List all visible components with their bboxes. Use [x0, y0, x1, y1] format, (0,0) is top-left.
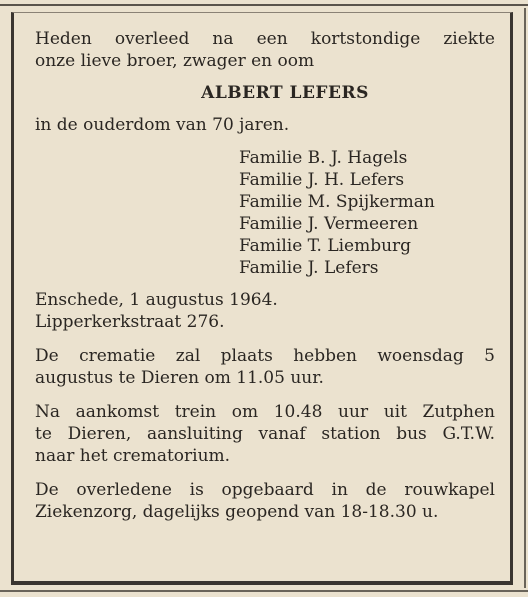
place-and-date	[35, 289, 495, 333]
bottom-rule	[0, 590, 528, 592]
place-date-line: Enschede, 1 augustus 1964.	[35, 290, 278, 310]
family-entry: Familie J. Vermeeren	[239, 214, 419, 234]
intro-line-1: Heden overleed na een kortstondige ziekte	[35, 29, 495, 49]
family-list	[239, 147, 495, 279]
family-entry: Familie T. Liemburg	[239, 236, 412, 256]
viewing-line-1: De overledene is opgebaard in de rouwkapel	[35, 480, 495, 500]
family-entry: Familie B. J. Hagels	[239, 148, 408, 168]
death-notice	[35, 28, 495, 523]
transport-text	[35, 401, 495, 467]
viewing-text	[35, 479, 495, 523]
deceased-name: ALBERT LEFERS	[201, 83, 369, 103]
intro-line-2: onze lieve broer, zwager en oom	[35, 51, 315, 71]
transport-line-2: te Dieren, aansluiting vanaf station bus G.T.W.	[35, 424, 495, 444]
cremation-line-1: De crematie zal plaats hebben woensdag 5	[35, 346, 495, 366]
family-entry: Familie J. Lefers	[239, 258, 379, 278]
viewing-line-2: Ziekenzorg, dagelijks geopend van 18-18.30 u.	[35, 502, 439, 522]
address-line: Lipperkerkstraat 276.	[35, 312, 225, 332]
family-entry: Familie M. Spijkerman	[239, 192, 435, 212]
family-entry: Familie J. H. Lefers	[239, 170, 405, 190]
transport-line-3: naar het crematorium.	[35, 446, 231, 466]
cremation-line-2: augustus te Dieren om 11.05 uur.	[35, 368, 324, 388]
cremation-text	[35, 345, 495, 389]
intro-text	[35, 28, 495, 72]
top-rule	[0, 4, 528, 6]
age-line: in de ouderdom van 70 jaren.	[35, 115, 290, 135]
transport-line-1: Na aankomst trein om 10.48 uur uit Zutphen	[35, 402, 495, 422]
right-edge-rule	[524, 8, 526, 588]
